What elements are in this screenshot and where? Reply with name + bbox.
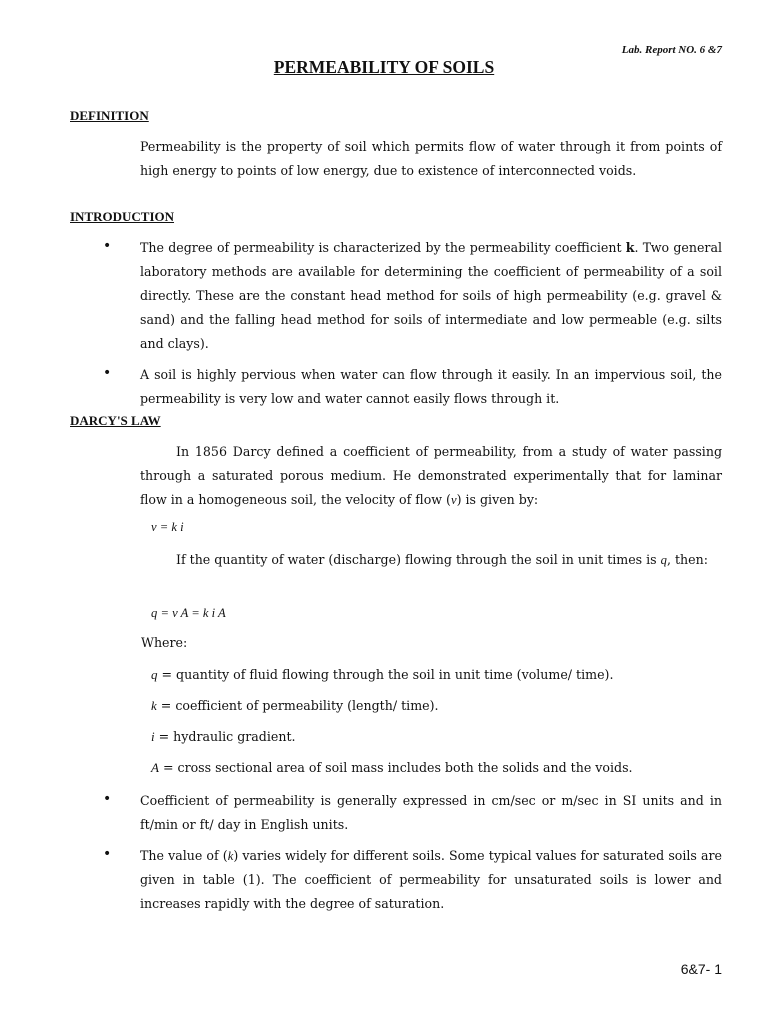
definition-i: i = hydraulic gradient.: [151, 729, 296, 744]
page-number: 6&7- 1: [680, 961, 722, 977]
where-label: Where:: [141, 635, 188, 650]
definition-paragraph: Permeability is the property of soil which permits flow of water through it from points of high energy to points of low energy, due to existence of interconnected voids.: [140, 139, 722, 178]
bullet-marker: •: [103, 791, 112, 807]
definition-a: A = cross sectional area of soil mass includes both the solids and the voids.: [151, 760, 633, 775]
v-symbol: v: [450, 493, 457, 507]
introduction-bullet-1: The degree of permeability is characterized by the permeability coefficient k. Two general laboratory methods are available for determining the coefficient of permeability of a soil directly. These are the constant head method for soils of high permeability (e.g. gravel & sand) and the falling head method for soils of intermediate and low permeable (e.g. silts and clays).: [140, 240, 722, 351]
k-symbol: k: [625, 240, 635, 255]
page-title: PERMEABILITY OF SOILS: [273, 57, 495, 77]
introduction-heading: INTRODUCTION: [70, 209, 175, 224]
darcy-paragraph-1: In 1856 Darcy defined a coefficient of permeability, from a study of water passing through a saturated porous medium. He demonstrated experimentally that for laminar flow in a homogeneous soil, the velocity of flow (v) is given by:: [140, 444, 722, 507]
definition-heading: DEFINITION: [70, 108, 149, 123]
q-symbol: q: [660, 553, 667, 567]
introduction-bullet-2: A soil is highly pervious when water can flow through it easily. In an impervious soil, the permeability is very low and water cannot easily flows through it.: [140, 367, 722, 406]
bullet-marker: •: [103, 846, 112, 862]
formula-discharge: q = v A = k i A: [151, 606, 226, 620]
bullet-marker: •: [103, 365, 112, 381]
k-symbol: k: [227, 849, 234, 863]
formula-velocity: v = k i: [151, 520, 184, 534]
darcy-bullet-values: The value of (k) varies widely for different soils. Some typical values for saturated soils are given in table (1). The coefficient of permeability for unsaturated soils is lower and increases rapidly with the degree of saturation.: [140, 848, 722, 911]
definition-q: q = quantity of fluid flowing through the soil in unit time (volume/ time).: [151, 667, 614, 682]
definition-k: k = coefficient of permeability (length/ time).: [151, 698, 439, 713]
darcy-bullet-units: Coefficient of permeability is generally expressed in cm/sec or m/sec in SI units and in ft/min or ft/ day in English units.: [140, 793, 722, 832]
darcys-law-heading: DARCY'S LAW: [70, 413, 161, 428]
report-label: Lab. Report NO. 6 &7: [621, 44, 722, 56]
bullet-marker: •: [103, 238, 112, 254]
darcy-paragraph-2: If the quantity of water (discharge) flowing through the soil in unit times is q, then:: [176, 552, 708, 567]
